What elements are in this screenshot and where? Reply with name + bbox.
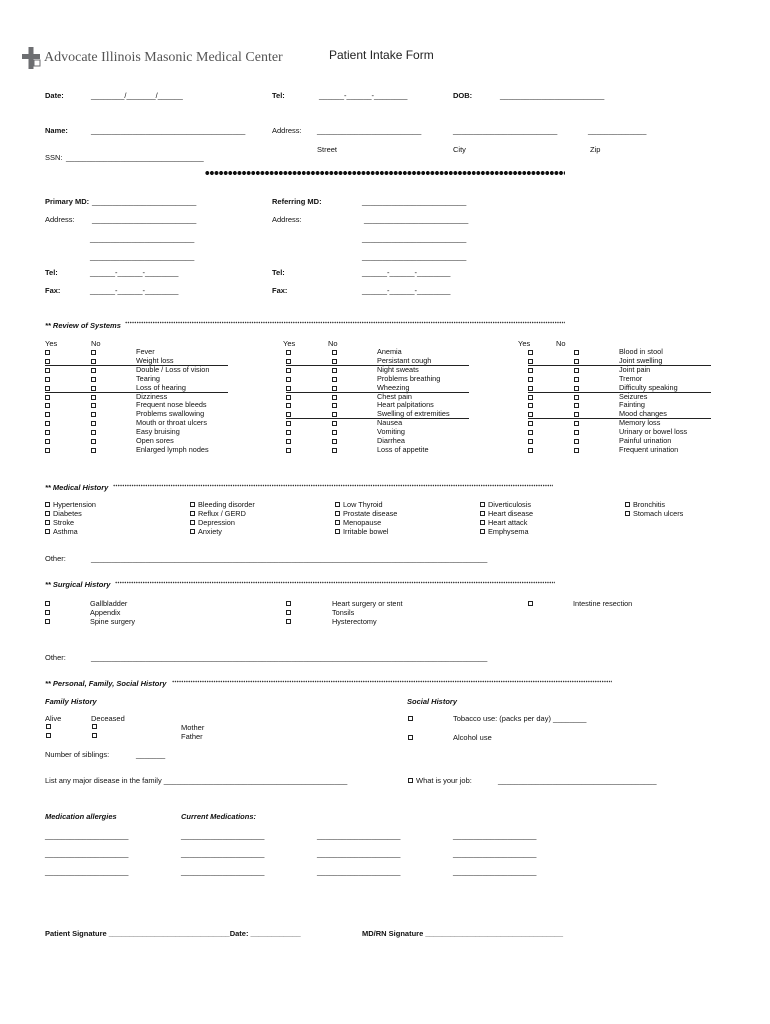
ros-yes-checkbox[interactable] <box>45 448 50 453</box>
ros-item-label: Easy bruising <box>136 427 180 437</box>
job-field[interactable]: ______________________________________ <box>498 776 657 785</box>
dob-field[interactable]: _________________________ <box>500 91 605 100</box>
ros-no-checkbox[interactable] <box>91 395 96 400</box>
form-title: Patient Intake Form <box>329 48 434 62</box>
ros-yes-checkbox[interactable] <box>286 439 291 444</box>
ros-item-label: Dizziness <box>136 391 168 401</box>
medical-condition-item <box>625 500 770 509</box>
father-label: Father <box>181 732 203 741</box>
zip-caption: Zip <box>590 145 601 154</box>
referring-address-label: Address: <box>272 215 302 224</box>
date-label: Date: <box>45 91 64 100</box>
surgery-checkbox[interactable] <box>45 610 50 615</box>
ros-item-label: Heart palpitations <box>377 400 434 410</box>
ros-no-checkbox[interactable] <box>91 359 96 364</box>
ros-item <box>286 446 486 455</box>
surgery-label: Gallbladder <box>90 599 128 608</box>
ros-item-label: Swelling of extremities <box>377 409 450 419</box>
ros-yes-checkbox[interactable] <box>286 377 291 382</box>
referring-tel-label: Tel: <box>272 268 285 277</box>
ros-yes-checkbox[interactable] <box>286 386 291 391</box>
medical-condition-checkbox[interactable] <box>190 502 195 507</box>
ros-no-checkbox[interactable] <box>91 368 96 373</box>
medication-field[interactable]: ____________________ <box>181 849 265 858</box>
ros-item-label: Frequent nose bleeds <box>136 400 207 410</box>
ros-yes-checkbox[interactable] <box>528 412 533 417</box>
ros-yes-checkbox[interactable] <box>528 448 533 453</box>
primary-address-line-2[interactable]: _________________________ <box>90 234 195 243</box>
ros-no-header-1: No <box>91 339 101 348</box>
medication-field[interactable]: ____________________ <box>317 867 401 876</box>
surgical-other-field[interactable]: _______________________________________________________________________________________________ <box>91 653 488 662</box>
primary-md-label: Primary MD: <box>45 197 90 206</box>
ros-no-checkbox[interactable] <box>332 421 337 426</box>
medical-condition-label: Depression <box>198 518 235 527</box>
siblings-label: Number of siblings: <box>45 750 110 759</box>
ros-item-label: Seizures <box>619 391 648 401</box>
section-divider <box>205 170 565 176</box>
ros-no-checkbox[interactable] <box>332 395 337 400</box>
surgery-item <box>286 617 486 626</box>
surgical-history-divider <box>115 580 555 586</box>
medical-condition-checkbox[interactable] <box>335 529 340 534</box>
ros-no-checkbox[interactable] <box>574 359 579 364</box>
medical-condition-item <box>625 509 770 518</box>
surgery-label: Heart surgery or stent <box>332 599 403 608</box>
tobacco-checkbox[interactable] <box>408 716 413 721</box>
ros-item-label: Joint swelling <box>619 355 663 365</box>
medical-condition-label: Hypertension <box>53 500 96 509</box>
medical-history-divider <box>113 483 553 489</box>
ros-item-label: Memory loss <box>619 418 661 428</box>
medication-field[interactable]: ____________________ <box>317 831 401 840</box>
medication-field[interactable]: ____________________ <box>453 867 537 876</box>
ros-yes-checkbox[interactable] <box>286 448 291 453</box>
ros-no-checkbox[interactable] <box>574 395 579 400</box>
primary-tel-label: Tel: <box>45 268 58 277</box>
referring-address-line-1[interactable]: _________________________ <box>364 215 469 224</box>
ros-yes-checkbox[interactable] <box>528 439 533 444</box>
primary-fax-field[interactable]: ______-______-________ <box>90 286 179 295</box>
patient-signature-field[interactable]: Patient Signature _____________________________Date: ____________ <box>45 929 301 938</box>
ros-item-label: Nausea <box>377 418 403 428</box>
mother-alive-checkbox[interactable] <box>46 724 51 729</box>
ros-no-checkbox[interactable] <box>332 350 337 355</box>
alive-label: Alive <box>45 714 62 723</box>
ros-no-checkbox[interactable] <box>574 448 579 453</box>
logo-cross-icon <box>22 47 42 69</box>
medication-field[interactable]: ____________________ <box>317 849 401 858</box>
medical-condition-checkbox[interactable] <box>45 529 50 534</box>
job-checkbox[interactable] <box>408 778 413 783</box>
ros-item-label: Fever <box>136 347 155 356</box>
ros-item-label: Vomiting <box>377 427 405 437</box>
ros-yes-checkbox[interactable] <box>45 395 50 400</box>
medication-field[interactable]: ____________________ <box>45 867 129 876</box>
ros-no-checkbox[interactable] <box>574 386 579 391</box>
ros-no-checkbox[interactable] <box>332 377 337 382</box>
ros-yes-checkbox[interactable] <box>286 412 291 417</box>
medical-condition-checkbox[interactable] <box>335 511 340 516</box>
dob-label: DOB: <box>453 91 473 100</box>
surgery-checkbox[interactable] <box>528 601 533 606</box>
primary-md-field[interactable]: _________________________ <box>92 197 197 206</box>
ros-item-label: Fainting <box>619 400 645 410</box>
ros-no-checkbox[interactable] <box>574 368 579 373</box>
ros-yes-checkbox[interactable] <box>528 386 533 391</box>
ros-no-checkbox[interactable] <box>332 403 337 408</box>
ros-item-label: Night sweats <box>377 364 419 374</box>
medical-condition-label: Emphysema <box>488 527 529 536</box>
medical-condition-label: Bleeding disorder <box>198 500 255 509</box>
name-field[interactable]: _____________________________________ <box>91 126 246 135</box>
surgery-label: Intestine resection <box>573 599 633 608</box>
referring-address-line-2[interactable]: _________________________ <box>362 234 467 243</box>
surgery-checkbox[interactable] <box>45 619 50 624</box>
ros-no-checkbox[interactable] <box>332 448 337 453</box>
medical-condition-label: Heart disease <box>488 509 534 518</box>
org-logo <box>22 47 42 69</box>
father-alive-checkbox[interactable] <box>46 733 51 738</box>
tobacco-label: Tobacco use: (packs per day) ________ <box>453 714 587 723</box>
mother-label: Mother <box>181 723 205 732</box>
medical-condition-checkbox[interactable] <box>335 520 340 525</box>
ros-yes-checkbox[interactable] <box>45 350 50 355</box>
ros-no-checkbox[interactable] <box>574 421 579 426</box>
ros-no-checkbox[interactable] <box>91 412 96 417</box>
ros-yes-checkbox[interactable] <box>286 395 291 400</box>
ros-item <box>528 446 728 455</box>
medical-condition-checkbox[interactable] <box>190 520 195 525</box>
medication-allergies-heading: Medication allergies <box>45 812 117 821</box>
ros-divider <box>125 320 565 326</box>
surgery-item <box>528 599 728 608</box>
ros-yes-checkbox[interactable] <box>528 377 533 382</box>
alcohol-label: Alcohol use <box>453 733 492 742</box>
medical-condition-checkbox[interactable] <box>480 529 485 534</box>
siblings-field[interactable]: _______ <box>136 750 166 759</box>
ros-item-label: Mouth or throat ulcers <box>136 418 207 428</box>
ros-yes-checkbox[interactable] <box>528 403 533 408</box>
md-signature-field[interactable]: MD/RN Signature _________________________________ <box>362 929 563 938</box>
date-field[interactable]: ________/_______/______ <box>91 91 183 100</box>
ros-yes-checkbox[interactable] <box>528 350 533 355</box>
referring-md-field[interactable]: _________________________ <box>362 197 467 206</box>
referring-fax-label: Fax: <box>272 286 288 295</box>
ros-item <box>45 446 245 455</box>
surgery-item <box>286 599 486 608</box>
ros-yes-checkbox[interactable] <box>286 368 291 373</box>
tel-field[interactable]: ______-______-________ <box>319 91 408 100</box>
ros-item-label: Painful urination <box>619 436 672 445</box>
ros-item-label: Problems breathing <box>377 373 441 383</box>
ros-item-label: Problems swallowing <box>136 409 205 419</box>
ros-no-checkbox[interactable] <box>332 430 337 435</box>
ros-item-label: Double / Loss of vision <box>136 364 210 374</box>
ssn-field[interactable]: _________________________________ <box>66 153 204 162</box>
city-caption: City <box>453 145 466 154</box>
surgery-label: Spine surgery <box>90 617 136 626</box>
referring-tel-field[interactable]: ______-______-________ <box>362 268 451 277</box>
ros-no-checkbox[interactable] <box>574 403 579 408</box>
ros-no-checkbox[interactable] <box>91 377 96 382</box>
mother-deceased-checkbox[interactable] <box>92 724 97 729</box>
ros-item-label: Persistant cough <box>377 355 432 365</box>
ros-yes-checkbox[interactable] <box>45 421 50 426</box>
ros-item-label: Mood changes <box>619 409 667 419</box>
ros-item-label: Open sores <box>136 436 174 445</box>
surgical-other-label: Other: <box>45 653 66 662</box>
ros-item-label: Blood in stool <box>619 347 663 356</box>
ros-no-checkbox[interactable] <box>91 421 96 426</box>
surgery-item <box>45 617 245 626</box>
ros-no-checkbox[interactable] <box>574 377 579 382</box>
medical-other-field[interactable]: _______________________________________________________________________________________________ <box>91 554 488 563</box>
surgery-item <box>45 599 245 608</box>
ros-no-checkbox[interactable] <box>574 430 579 435</box>
ros-yes-checkbox[interactable] <box>286 359 291 364</box>
medication-field[interactable]: ____________________ <box>453 849 537 858</box>
referring-address-line-3[interactable]: _________________________ <box>362 252 467 261</box>
medical-condition-label: Anxiety <box>198 527 222 536</box>
ros-no-checkbox[interactable] <box>574 439 579 444</box>
medical-condition-label: Diabetes <box>53 509 82 518</box>
address-label: Address: <box>272 126 302 135</box>
medical-condition-checkbox[interactable] <box>480 511 485 516</box>
medical-condition-label: Stomach ulcers <box>633 509 684 518</box>
medical-condition-checkbox[interactable] <box>45 502 50 507</box>
medical-condition-checkbox[interactable] <box>335 502 340 507</box>
medical-condition-label: Asthma <box>53 527 78 536</box>
ros-no-checkbox[interactable] <box>91 439 96 444</box>
ros-item-label: Enlarged lymph nodes <box>136 444 209 454</box>
medical-condition-checkbox[interactable] <box>480 520 485 525</box>
medical-condition-label: Stroke <box>53 518 75 527</box>
ros-yes-checkbox[interactable] <box>45 386 50 391</box>
referring-fax-field[interactable]: ______-______-________ <box>362 286 451 295</box>
ros-yes-checkbox[interactable] <box>286 403 291 408</box>
tel-label: Tel: <box>272 91 285 100</box>
family-history-heading: Family History <box>45 697 97 706</box>
ros-yes-checkbox[interactable] <box>286 430 291 435</box>
ros-item-label: Frequent urination <box>619 444 679 454</box>
ros-yes-checkbox[interactable] <box>286 350 291 355</box>
ros-item-label: Weight loss <box>136 355 174 365</box>
zip-field[interactable]: ______________ <box>588 126 647 135</box>
ros-no-checkbox[interactable] <box>332 439 337 444</box>
social-history-subheading: Social History <box>407 697 458 706</box>
medical-condition-checkbox[interactable] <box>190 511 195 516</box>
medical-condition-checkbox[interactable] <box>45 511 50 516</box>
ros-item-label: Tearing <box>136 373 160 383</box>
ros-yes-checkbox[interactable] <box>528 359 533 364</box>
deceased-label: Deceased <box>91 714 125 723</box>
ros-yes-checkbox[interactable] <box>45 403 50 408</box>
surgery-checkbox[interactable] <box>45 601 50 606</box>
ros-yes-checkbox[interactable] <box>45 439 50 444</box>
medical-condition-label: Low Thyroid <box>343 500 383 509</box>
surgery-checkbox[interactable] <box>286 601 291 606</box>
medical-condition-item <box>480 518 680 527</box>
ros-no-checkbox[interactable] <box>574 350 579 355</box>
medication-field[interactable]: ____________________ <box>45 849 129 858</box>
ros-no-checkbox[interactable] <box>91 403 96 408</box>
primary-address-line-1[interactable]: _________________________ <box>92 215 197 224</box>
ros-yes-checkbox[interactable] <box>45 430 50 435</box>
ros-yes-checkbox[interactable] <box>528 430 533 435</box>
medical-other-label: Other: <box>45 554 66 563</box>
ros-no-header-3: No <box>556 339 566 348</box>
ros-yes-checkbox[interactable] <box>45 377 50 382</box>
ros-item-label: Tremor <box>619 373 643 383</box>
medical-condition-checkbox[interactable] <box>625 502 630 507</box>
medical-condition-label: Menopause <box>343 518 382 527</box>
ros-item-label: Diarrhea <box>377 436 405 445</box>
medical-condition-label: Irritable bowel <box>343 527 389 536</box>
major-disease-field[interactable]: List any major disease in the family ____________________________________________ <box>45 776 348 785</box>
medical-condition-label: Prostate disease <box>343 509 398 518</box>
social-history-divider <box>172 679 612 685</box>
medical-condition-label: Bronchitis <box>633 500 666 509</box>
ros-item-label: Wheezing <box>377 382 410 392</box>
ros-item-label: Loss of appetite <box>377 444 429 454</box>
surgical-history-heading: ** Surgical History <box>45 580 111 589</box>
surgery-item <box>286 608 486 617</box>
surgery-label: Hysterectomy <box>332 617 377 626</box>
ros-heading: ** Review of Systems <box>45 321 121 330</box>
primary-address-label: Address: <box>45 215 75 224</box>
medical-condition-checkbox[interactable] <box>480 502 485 507</box>
current-medications-heading: Current Medications: <box>181 812 257 821</box>
ros-item-label: Urinary or bowel loss <box>619 427 688 437</box>
ros-yes-checkbox[interactable] <box>528 368 533 373</box>
ros-no-checkbox[interactable] <box>91 350 96 355</box>
ros-item-label: Anemia <box>377 347 402 356</box>
primary-tel-field[interactable]: ______-______-________ <box>90 268 179 277</box>
medical-condition-item <box>480 527 680 536</box>
medication-field[interactable]: ____________________ <box>45 831 129 840</box>
ros-yes-checkbox[interactable] <box>528 395 533 400</box>
medical-condition-checkbox[interactable] <box>45 520 50 525</box>
medical-condition-checkbox[interactable] <box>190 529 195 534</box>
org-name: Advocate Illinois Masonic Medical Center <box>44 50 283 65</box>
ros-yes-checkbox[interactable] <box>45 368 50 373</box>
referring-md-label: Referring MD: <box>272 197 322 206</box>
job-label: What is your job: <box>416 776 472 785</box>
ssn-label: SSN: <box>45 153 63 162</box>
ros-no-header-2: No <box>328 339 338 348</box>
ros-yes-checkbox[interactable] <box>286 421 291 426</box>
ros-item-label: Difficulty speaking <box>619 382 678 392</box>
ros-no-checkbox[interactable] <box>91 430 96 435</box>
ros-yes-header-1: Yes <box>45 339 58 348</box>
medication-field[interactable]: ____________________ <box>181 831 265 840</box>
medical-history-heading: ** Medical History <box>45 483 109 492</box>
street-caption: Street <box>317 145 338 154</box>
surgery-label: Appendix <box>90 608 121 617</box>
alcohol-checkbox[interactable] <box>408 735 413 740</box>
ros-no-checkbox[interactable] <box>332 359 337 364</box>
ros-yes-checkbox[interactable] <box>528 421 533 426</box>
name-label: Name: <box>45 126 68 135</box>
ros-no-checkbox[interactable] <box>91 448 96 453</box>
street-field[interactable]: _________________________ <box>317 126 422 135</box>
medication-field[interactable]: ____________________ <box>453 831 537 840</box>
ros-yes-checkbox[interactable] <box>45 359 50 364</box>
ros-no-checkbox[interactable] <box>332 368 337 373</box>
ros-no-checkbox[interactable] <box>332 412 337 417</box>
primary-address-line-3[interactable]: _________________________ <box>90 252 195 261</box>
ros-no-checkbox[interactable] <box>574 412 579 417</box>
ros-yes-header-3: Yes <box>518 339 531 348</box>
father-deceased-checkbox[interactable] <box>92 733 97 738</box>
surgery-checkbox[interactable] <box>286 610 291 615</box>
city-field[interactable]: _________________________ <box>453 126 558 135</box>
ros-item-label: Loss of hearing <box>136 382 186 392</box>
medication-field[interactable]: ____________________ <box>181 867 265 876</box>
primary-fax-label: Fax: <box>45 286 61 295</box>
ros-no-checkbox[interactable] <box>91 386 96 391</box>
ros-item-label: Chest pain <box>377 391 412 401</box>
ros-no-checkbox[interactable] <box>332 386 337 391</box>
medical-condition-label: Reflux / GERD <box>198 509 246 518</box>
medical-condition-checkbox[interactable] <box>625 511 630 516</box>
surgery-label: Tonsils <box>332 608 355 617</box>
surgery-item <box>45 608 245 617</box>
ros-item-label: Joint pain <box>619 364 651 374</box>
surgery-checkbox[interactable] <box>286 619 291 624</box>
social-history-heading: ** Personal, Family, Social History <box>45 679 167 688</box>
ros-yes-checkbox[interactable] <box>45 412 50 417</box>
medical-condition-label: Diverticulosis <box>488 500 531 509</box>
ros-yes-header-2: Yes <box>283 339 296 348</box>
medical-condition-label: Heart attack <box>488 518 528 527</box>
